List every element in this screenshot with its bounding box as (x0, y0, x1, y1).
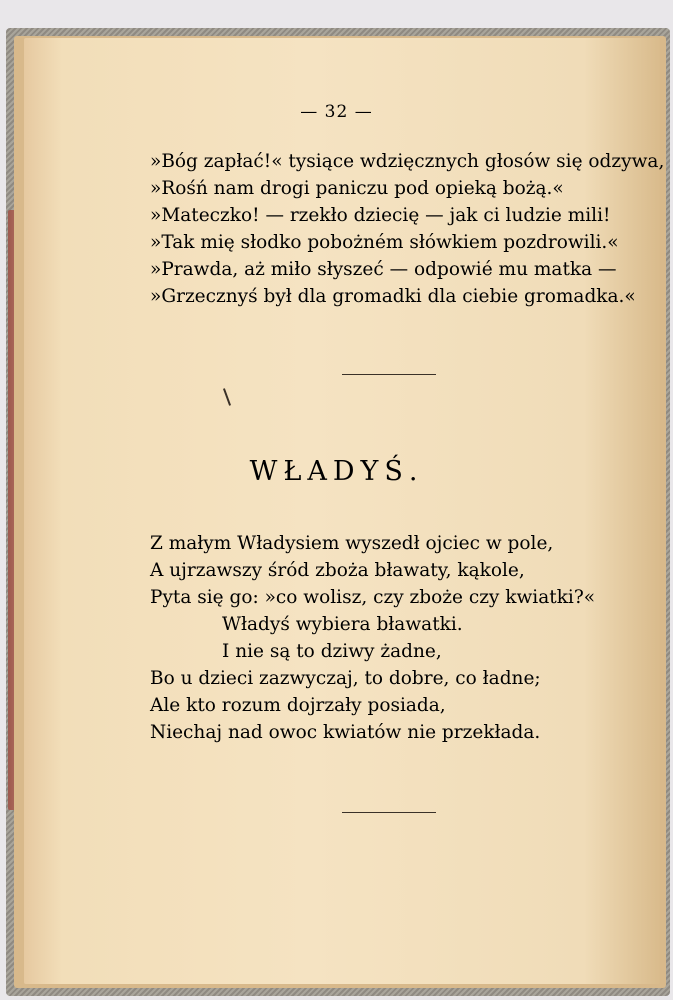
verse-line: »Prawda, aż miło słyszeć — odpowié mu matka — (150, 259, 617, 280)
verse-line: »Rośń nam drogi paniczu pod opieką bożą.« (150, 178, 564, 199)
verse-line: »Bóg zapłać!« tysiące wdzięcznych głosów się odzywa, (150, 151, 665, 172)
verse-line: A ujrzawszy śród zboża bławaty, kąkole, (150, 560, 525, 581)
verse-line: »Tak mię słodko pobożném słówkiem pozdrowili.« (150, 232, 619, 253)
poem-title: WŁADYŚ. (249, 456, 424, 487)
verse-line-indented: Władyś wybiera bławatki. (222, 614, 463, 635)
verse-line: Z małym Władysiem wyszedł ojciec w pole, (150, 533, 554, 554)
verse-line: Niechaj nad owoc kwiatów nie przekłada. (150, 722, 541, 743)
verse-line: Bo u dzieci zazwyczaj, to dobre, co ładne; (150, 668, 541, 689)
end-divider (342, 812, 436, 813)
page-number: — 32 — (300, 102, 373, 122)
poem-body (150, 530, 595, 746)
verse-line: »Mateczko! — rzekło dziecię — jak ci ludzie mili! (150, 205, 611, 226)
verse-line-indented: I nie są to dziwy żadne, (222, 641, 442, 662)
verse-line: Ale kto rozum dojrzały posiada, (150, 695, 446, 716)
section-divider (342, 374, 436, 375)
verse-line: Pyta się go: »co wolisz, czy zboże czy kwiatki?« (150, 587, 596, 608)
previous-poem-ending (150, 148, 664, 310)
verse-line: »Grzecznyś był dla gromadki dla ciebie gromadka.« (150, 286, 636, 307)
